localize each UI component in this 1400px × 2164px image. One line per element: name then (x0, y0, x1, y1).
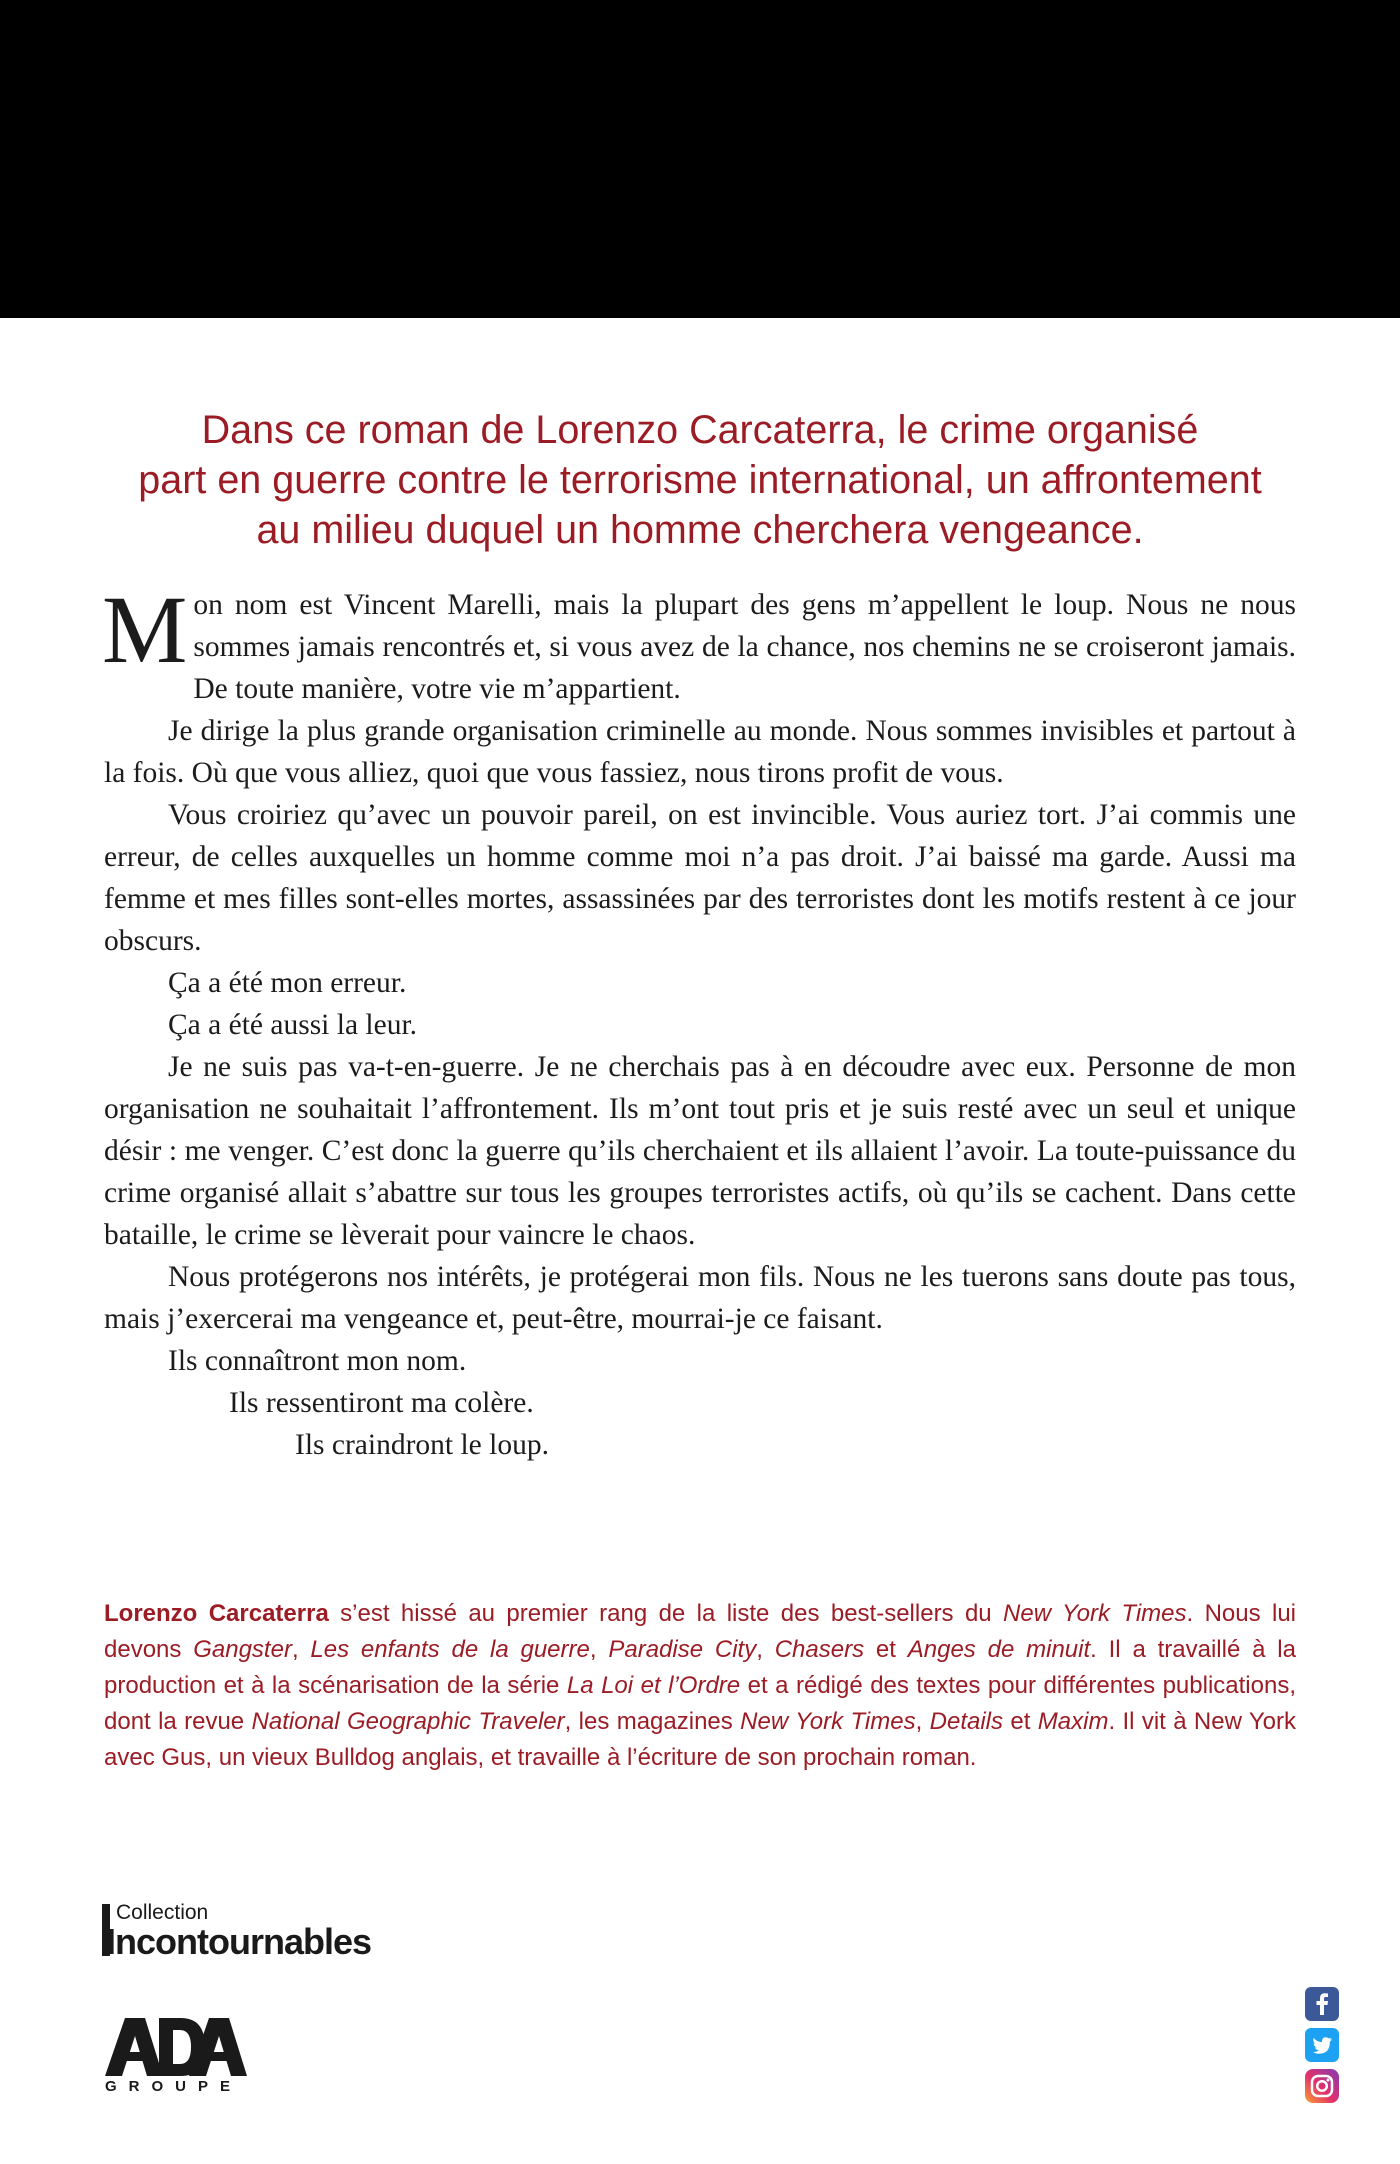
publisher-logo (105, 2018, 255, 2098)
cover-top-band (0, 0, 1400, 318)
bio-title: Paradise City (608, 1636, 757, 1663)
bio-title: Anges de minuit (907, 1636, 1091, 1663)
bio-text: , les magazines (564, 1708, 741, 1735)
bio-title: Maxim (1037, 1708, 1109, 1735)
back-cover-text (102, 576, 1296, 1466)
bio-title: National Geographic Traveler (251, 1708, 565, 1735)
twitter-icon[interactable] (1305, 2028, 1339, 2062)
closing-line: Ils craindront le loup. (295, 1429, 549, 1461)
paragraph-text: on nom est Vincent Marelli, mais la plupart des gens m’appellent le loup. Nous ne nous sommes jamais rencontrés et, si vous avez de la chance, nos chemins ne se croiseront jamais. De toute manière, votre vie m’appartient. (193, 589, 1296, 705)
paragraph: Vous croiriez qu’avec un pouvoir pareil, on est invincible. Vous auriez tort. J’ai commis une erreur, de celles auxquelles un homme comme moi n’a pas droit. J’ai baissé ma garde. Aussi ma femme et mes filles sont-elles mortes, assassinées par des terroristes dont les motifs restent à ce jour obscurs. (104, 799, 1296, 957)
ada-logo-mark (105, 2018, 247, 2076)
publisher-subtitle: GROUPE (105, 2078, 243, 2095)
tagline-line: Dans ce roman de Lorenzo Carcaterra, le crime organisé (201, 408, 1199, 452)
bio-title: La Loi et l’Ordre (566, 1672, 741, 1699)
paragraph: Ça a été aussi la leur. (168, 1009, 418, 1041)
social-icons (1305, 1987, 1341, 2110)
collection-label: Collection (116, 1901, 209, 1924)
bio-text: et a rédigé des textes pour différentes publications, dont la revue (104, 1672, 1296, 1735)
instagram-icon[interactable] (1305, 2069, 1339, 2103)
facebook-icon[interactable] (1305, 1987, 1339, 2021)
bio-text: , (291, 1636, 311, 1663)
bio-text: et (1003, 1708, 1038, 1735)
paragraph: Nous protégerons nos intérêts, je protégerai mon fils. Nous ne les tuerons sans doute pas tous, mais j’exercerai ma vengeance et, peut-être, mourrai-je ce faisant. (104, 1261, 1296, 1335)
closing-line: Ils connaîtront mon nom. (168, 1345, 467, 1377)
paragraph: Ça a été mon erreur. (168, 967, 407, 999)
bio-text: , (756, 1636, 775, 1663)
bio-title: Chasers (774, 1636, 865, 1663)
bio-title: Les enfants de la guerre (310, 1636, 590, 1663)
collection-logo (102, 1902, 422, 1962)
closing-line: Ils ressentiront ma colère. (229, 1387, 534, 1419)
author-name: Lorenzo Carcaterra (104, 1600, 329, 1627)
bio-text: . Il a travaillé à la production et à la scénarisation de la série (104, 1636, 1296, 1699)
drop-cap: M (102, 576, 188, 683)
paragraph: Je ne suis pas va-t-en-guerre. Je ne cherchais pas à en découdre avec eux. Personne de mon organisation ne souhaitait l’affrontement. Ils m’ont tout pris et je suis resté avec un seul et unique désir : me venger. C’est donc la guerre qu’ils cherchaient et ils allaient l’avoir. La toute-puissance du crime organisé allait s’abattre sur tous les groupes terroristes actifs, où qu’ils se cachent. Dans cette bataille, le crime se lèverait pour vaincre le chaos. (104, 1051, 1296, 1251)
collection-name: Incontournables (106, 1921, 372, 1962)
bio-text: et (864, 1636, 908, 1663)
bio-title: New York Times (740, 1708, 916, 1735)
paragraph: Je dirige la plus grande organisation criminelle au monde. Nous sommes invisibles et partout à la fois. Où que vous alliez, quoi que vous fassiez, nous tirons profit de vous. (104, 715, 1296, 789)
paragraph (102, 576, 1296, 710)
bio-title: Details (929, 1708, 1004, 1735)
bio-text: . Nous lui devons (104, 1600, 1297, 1663)
author-bio (104, 1596, 1296, 1776)
bio-text: , (589, 1636, 609, 1663)
bio-title: Gangster (193, 1636, 292, 1663)
tagline (100, 405, 1300, 555)
tagline-line: part en guerre contre le terrorisme international, un affrontement (138, 458, 1262, 502)
bio-title: New York Times (1003, 1600, 1187, 1627)
bio-text: s’est hissé au premier rang de la liste des best-sellers du (328, 1600, 1004, 1627)
bio-text: . Il vit à New York avec Gus, un vieux Bulldog anglais, et travaille à l’écriture de son prochain roman. (104, 1708, 1297, 1771)
tagline-line: au milieu duquel un homme cherchera vengeance. (256, 508, 1144, 552)
bio-text: , (915, 1708, 930, 1735)
